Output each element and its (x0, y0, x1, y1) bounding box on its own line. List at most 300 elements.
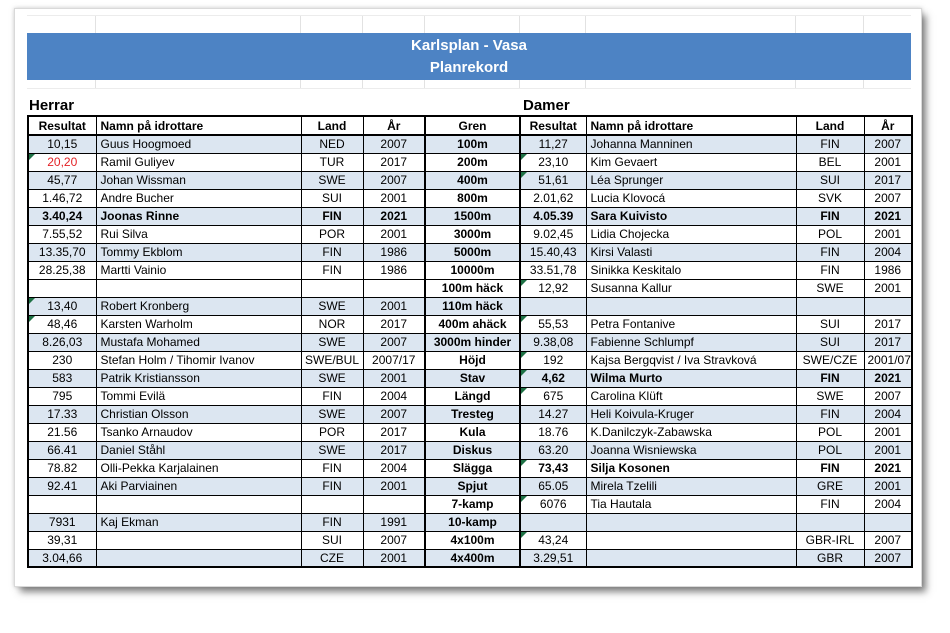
men-name-cell (96, 387, 301, 405)
women-land-cell (796, 549, 864, 567)
men-name-cell (96, 495, 301, 513)
section-label-damer: Damer (523, 97, 570, 114)
men-land-cell (301, 441, 363, 459)
women-result-cell-text: 63.20 (538, 443, 569, 457)
women-name-cell-text: Léa Sprunger (590, 173, 664, 187)
women-land-cell-text: BEL (818, 155, 842, 169)
women-land-cell-text: SVK (817, 191, 842, 205)
men-year-cell (363, 243, 425, 261)
men-name-cell (96, 477, 301, 495)
men-land-cell-text: SWE/BUL (304, 353, 359, 367)
page-title-line2: Planrekord (429, 59, 509, 76)
women-name-cell-text: K.Danilczyk-Zabawska (590, 425, 712, 439)
event-cell-text: 4x400m (450, 550, 495, 565)
men-result-cell-text: 3.04,66 (42, 550, 83, 565)
men-year-cell (363, 531, 425, 549)
record-row (28, 405, 912, 423)
women-name-cell (586, 297, 796, 315)
record-row (28, 315, 912, 333)
men-land-cell-text: FIN (322, 479, 342, 493)
men-result-cell (28, 531, 96, 549)
cell-error-indicator-icon (521, 460, 527, 466)
men-land-cell (301, 261, 363, 279)
men-land-cell-text: FIN (322, 515, 342, 529)
men-land-cell (301, 495, 363, 513)
women-result-cell-text: 33.51,78 (529, 263, 577, 277)
men-name-cell (96, 243, 301, 261)
men-result-cell-text: 7931 (48, 515, 76, 529)
women-result-cell-text: 6076 (539, 497, 567, 511)
women-year-cell (864, 477, 912, 495)
women-year-cell-text: 2017 (874, 173, 902, 187)
men-result-cell-text: 21.56 (47, 425, 78, 439)
men-name-cell-text: Mustafa Mohamed (100, 335, 200, 349)
women-year-cell (864, 351, 912, 369)
men-year-cell (363, 495, 425, 513)
men-year-cell-text: 2021 (380, 209, 408, 223)
women-result-cell (520, 369, 586, 387)
men-land-cell-text: FIN (322, 389, 342, 403)
event-cell (425, 279, 520, 297)
men-year-cell (363, 207, 425, 225)
header-women-result: Resultat (520, 116, 586, 135)
women-name-cell (586, 441, 796, 459)
men-year-cell-text: 2007 (380, 533, 408, 547)
women-name-cell (586, 225, 796, 243)
gridline (424, 80, 425, 88)
men-land-cell (301, 171, 363, 189)
cell-error-indicator-icon (521, 532, 527, 538)
women-land-cell-text: FIN (820, 407, 840, 421)
title-banner (27, 33, 911, 80)
men-result-cell (28, 279, 96, 297)
women-name-cell (586, 513, 796, 531)
women-land-cell-text: FIN (820, 137, 840, 152)
men-result-cell-text: 39,31 (47, 533, 78, 547)
men-result-cell-text: 8.26,03 (42, 335, 83, 349)
men-year-cell (363, 441, 425, 459)
women-year-cell-text: 2001 (874, 479, 902, 493)
event-cell (425, 513, 520, 531)
cell-error-indicator-icon (521, 496, 527, 502)
event-cell-text: Längd (454, 389, 491, 403)
women-land-cell (796, 189, 864, 207)
cell-error-indicator-icon (521, 352, 527, 358)
women-year-cell (864, 243, 912, 261)
men-land-cell (301, 549, 363, 567)
men-year-cell (363, 513, 425, 531)
women-land-cell-text: POL (817, 425, 842, 439)
men-result-cell (28, 441, 96, 459)
women-year-cell (864, 531, 912, 549)
men-year-cell (363, 153, 425, 171)
women-land-cell (796, 351, 864, 369)
women-year-cell-text: 2004 (874, 407, 902, 421)
women-result-cell-text: 18.76 (538, 425, 569, 439)
gridline (795, 16, 796, 33)
women-year-cell (864, 423, 912, 441)
women-result-cell (520, 549, 586, 567)
record-row (28, 279, 912, 297)
women-name-cell-text: Silja Kosonen (590, 461, 670, 475)
women-result-cell (520, 477, 586, 495)
men-result-cell-text: 78.82 (47, 461, 78, 475)
event-cell (425, 549, 520, 567)
women-year-cell (864, 459, 912, 477)
men-land-cell (301, 333, 363, 351)
men-land-cell-text: FIN (322, 209, 342, 223)
men-result-cell (28, 243, 96, 261)
men-year-cell (363, 549, 425, 567)
record-row (28, 207, 912, 225)
women-year-cell-text: 2007 (874, 191, 902, 205)
men-year-cell (363, 333, 425, 351)
men-result-cell-text: 17.33 (47, 407, 78, 421)
header-men-land: Land (301, 116, 363, 135)
women-name-cell-text: Joanna Wisniewska (590, 443, 697, 457)
women-result-cell (520, 459, 586, 477)
women-land-cell (796, 513, 864, 531)
men-name-cell-text: Rui Silva (100, 227, 148, 241)
women-land-cell (796, 423, 864, 441)
men-name-cell-text: Tommy Ekblom (100, 245, 183, 259)
event-cell-text: 100m häck (441, 281, 504, 295)
men-land-cell-text: CZE (320, 550, 344, 565)
men-name-cell (96, 135, 301, 153)
women-name-cell (586, 387, 796, 405)
gridline (95, 80, 96, 88)
men-year-cell-text: 2004 (380, 389, 408, 403)
women-land-cell (796, 225, 864, 243)
event-cell (425, 171, 520, 189)
men-land-cell-text: FIN (322, 461, 342, 475)
men-name-cell (96, 171, 301, 189)
gridline (585, 16, 586, 33)
records-table (27, 115, 913, 568)
women-result-cell-text: 73,43 (538, 461, 569, 475)
event-cell (425, 459, 520, 477)
event-cell (425, 387, 520, 405)
men-result-cell (28, 297, 96, 315)
men-result-cell (28, 369, 96, 387)
women-land-cell (796, 387, 864, 405)
women-year-cell-text: 2007 (874, 389, 902, 403)
women-result-cell (520, 387, 586, 405)
women-year-cell-text: 2021 (874, 371, 902, 385)
women-result-cell-text: 65.05 (538, 479, 569, 493)
men-result-cell-text: 66.41 (47, 443, 78, 457)
women-result-cell (520, 513, 586, 531)
men-result-cell (28, 423, 96, 441)
men-land-cell (301, 369, 363, 387)
event-cell (425, 441, 520, 459)
men-result-cell-text: 13,40 (47, 299, 78, 313)
men-result-cell (28, 315, 96, 333)
women-result-cell (520, 207, 586, 225)
men-name-cell-text: Daniel Ståhl (100, 443, 166, 457)
record-row (28, 459, 912, 477)
event-cell (425, 243, 520, 261)
women-year-cell-text: 2007 (874, 550, 902, 565)
women-land-cell (796, 369, 864, 387)
women-year-cell (864, 153, 912, 171)
cell-error-indicator-icon (29, 154, 35, 160)
men-result-cell-text: 92.41 (47, 479, 78, 493)
men-name-cell (96, 297, 301, 315)
women-name-cell (586, 423, 796, 441)
women-land-cell (796, 405, 864, 423)
women-year-cell-text: 2007 (874, 137, 902, 152)
men-land-cell (301, 477, 363, 495)
event-cell (425, 297, 520, 315)
event-cell (425, 261, 520, 279)
gridline (519, 16, 520, 33)
men-year-cell-text: 1986 (380, 263, 408, 277)
event-cell-text: 1500m (453, 209, 492, 223)
women-land-cell-text: POL (817, 227, 842, 241)
men-year-cell-text: 2007 (380, 407, 408, 421)
women-result-cell-text: 675 (543, 389, 564, 403)
women-result-cell (520, 333, 586, 351)
women-land-cell (796, 441, 864, 459)
men-result-cell (28, 333, 96, 351)
men-land-cell-text: NED (319, 137, 345, 152)
header-women-name: Namn på idrottare (586, 116, 796, 135)
women-name-cell-text: Lidia Chojecka (590, 227, 670, 241)
gridline-strip-mid (27, 80, 911, 89)
men-name-cell (96, 225, 301, 243)
men-result-cell-text: 20,20 (47, 155, 78, 169)
women-name-cell (586, 549, 796, 567)
men-name-cell (96, 315, 301, 333)
women-year-cell (864, 297, 912, 315)
women-result-cell (520, 423, 586, 441)
women-result-cell (520, 153, 586, 171)
header-row (28, 116, 912, 135)
event-cell (425, 315, 520, 333)
men-name-cell-text: Guus Hoogmoed (100, 137, 192, 152)
record-row (28, 351, 912, 369)
section-labels (27, 89, 911, 115)
gridline (795, 80, 796, 88)
event-cell (425, 405, 520, 423)
men-year-cell (363, 387, 425, 405)
event-cell-text: 10000m (450, 263, 495, 277)
men-result-cell (28, 261, 96, 279)
men-name-cell (96, 549, 301, 567)
women-name-cell (586, 315, 796, 333)
men-result-cell (28, 387, 96, 405)
event-cell (425, 477, 520, 495)
women-result-cell (520, 171, 586, 189)
men-land-cell (301, 387, 363, 405)
men-land-cell (301, 207, 363, 225)
women-name-cell-text: Sara Kuivisto (590, 209, 668, 223)
women-year-cell-text: 2001 (874, 227, 902, 241)
men-name-cell (96, 531, 301, 549)
men-name-cell (96, 279, 301, 297)
women-year-cell (864, 189, 912, 207)
women-result-cell-text: 23,10 (538, 155, 569, 169)
women-land-cell-text: FIN (820, 461, 840, 475)
men-year-cell-text: 2007 (380, 335, 408, 349)
women-year-cell (864, 495, 912, 513)
women-year-cell-text: 2001 (874, 155, 902, 169)
gridline (362, 16, 363, 33)
men-result-cell-text: 3.40,24 (42, 209, 83, 223)
women-land-cell (796, 459, 864, 477)
women-land-cell (796, 315, 864, 333)
record-row (28, 261, 912, 279)
men-name-cell-text: Stefan Holm / Tihomir Ivanov (100, 353, 255, 367)
men-land-cell (301, 189, 363, 207)
event-cell-text: 400m (457, 173, 488, 187)
women-name-cell-text: Mirela Tzelili (590, 479, 657, 493)
women-land-cell-text: FIN (820, 209, 840, 223)
women-result-cell-text: 14.27 (538, 407, 569, 421)
women-land-cell (796, 261, 864, 279)
header-men-name: Namn på idrottare (96, 116, 301, 135)
men-year-cell-text: 2001 (380, 299, 408, 313)
event-cell (425, 531, 520, 549)
men-name-cell (96, 153, 301, 171)
women-name-cell-text: Susanna Kallur (590, 281, 672, 295)
men-land-cell-text: SWE (318, 173, 346, 187)
women-result-cell (520, 351, 586, 369)
event-cell-text: 100m (457, 137, 488, 152)
men-year-cell (363, 279, 425, 297)
event-cell-text: Spjut (457, 479, 488, 493)
event-cell (425, 207, 520, 225)
men-land-cell (301, 459, 363, 477)
record-row (28, 441, 912, 459)
women-name-cell (586, 477, 796, 495)
gridline (300, 16, 301, 33)
men-result-cell (28, 207, 96, 225)
women-result-cell (520, 495, 586, 513)
event-cell-text: 10-kamp (448, 515, 497, 529)
men-year-cell-text: 2001 (380, 479, 408, 493)
gridline (300, 80, 301, 88)
men-land-cell (301, 135, 363, 153)
gridline (95, 16, 96, 33)
women-result-cell-text: 2.01,62 (533, 191, 574, 205)
women-name-cell (586, 495, 796, 513)
women-name-cell (586, 261, 796, 279)
women-name-cell (586, 171, 796, 189)
women-year-cell-text: 2017 (874, 317, 902, 331)
record-row (28, 297, 912, 315)
women-name-cell (586, 531, 796, 549)
cell-error-indicator-icon (29, 298, 35, 304)
gridline-strip-top (27, 15, 911, 33)
event-cell-text: 3000m hinder (433, 335, 512, 349)
women-result-cell (520, 297, 586, 315)
women-land-cell (796, 279, 864, 297)
men-year-cell-text: 2001 (380, 191, 408, 205)
men-year-cell (363, 423, 425, 441)
men-result-cell (28, 351, 96, 369)
record-row (28, 387, 912, 405)
cell-error-indicator-icon (29, 316, 35, 322)
men-name-cell-text: Olli-Pekka Karjalainen (100, 461, 219, 475)
men-result-cell (28, 495, 96, 513)
gridline (863, 80, 864, 88)
men-name-cell (96, 441, 301, 459)
women-land-cell (796, 531, 864, 549)
men-year-cell-text: 1986 (380, 245, 408, 259)
record-row (28, 135, 912, 153)
women-result-cell (520, 405, 586, 423)
women-land-cell-text: SWE (816, 281, 844, 295)
record-row (28, 189, 912, 207)
men-land-cell-text: SWE (318, 335, 346, 349)
women-year-cell-text: 2007 (874, 533, 902, 547)
women-name-cell-text: Carolina Klüft (590, 389, 663, 403)
women-name-cell-text: Fabienne Schlumpf (590, 335, 694, 349)
men-name-cell (96, 459, 301, 477)
women-name-cell-text: Heli Koivula-Kruger (590, 407, 694, 421)
event-cell-text: 4x100m (450, 533, 495, 547)
record-row (28, 243, 912, 261)
men-land-cell (301, 531, 363, 549)
women-result-cell-text: 9.38,08 (533, 335, 574, 349)
men-result-cell-text: 583 (52, 371, 73, 385)
men-land-cell (301, 351, 363, 369)
women-year-cell-text: 2021 (874, 209, 902, 223)
women-land-cell-text: SUI (819, 173, 840, 187)
women-land-cell-text: GBR-IRL (805, 533, 855, 547)
event-cell (425, 189, 520, 207)
women-result-cell-text: 55,53 (538, 317, 569, 331)
men-result-cell (28, 513, 96, 531)
men-name-cell (96, 513, 301, 531)
men-result-cell (28, 477, 96, 495)
women-year-cell-text: 2001 (874, 443, 902, 457)
men-result-cell (28, 225, 96, 243)
women-land-cell (796, 207, 864, 225)
cell-error-indicator-icon (521, 280, 527, 286)
women-result-cell-text: 4.05.39 (533, 209, 574, 223)
women-year-cell-text: 2017 (874, 335, 902, 349)
cell-error-indicator-icon (521, 370, 527, 376)
women-year-cell-text: 2001/07 (867, 353, 911, 367)
men-name-cell-text: Andre Bucher (100, 191, 174, 205)
women-land-cell (796, 333, 864, 351)
header-men-year: År (363, 116, 425, 135)
event-cell (425, 423, 520, 441)
men-land-cell-text: SWE (318, 371, 346, 385)
men-year-cell (363, 405, 425, 423)
record-row (28, 495, 912, 513)
men-land-cell-text: SWE (318, 443, 346, 457)
cell-error-indicator-icon (521, 154, 527, 160)
men-year-cell-text: 2001 (380, 371, 408, 385)
cell-error-indicator-icon (521, 172, 527, 178)
men-name-cell-text: Kaj Ekman (100, 515, 159, 529)
gridline (863, 16, 864, 33)
women-name-cell-text: Lucia Klovocá (590, 191, 666, 205)
women-year-cell (864, 513, 912, 531)
men-land-cell-text: POR (318, 425, 345, 439)
women-name-cell (586, 243, 796, 261)
men-land-cell (301, 513, 363, 531)
men-year-cell-text: 2007 (380, 173, 408, 187)
women-result-cell (520, 261, 586, 279)
men-year-cell-text: 2001 (380, 227, 408, 241)
women-result-cell (520, 135, 586, 153)
event-cell-text: 110m häck (442, 299, 503, 313)
